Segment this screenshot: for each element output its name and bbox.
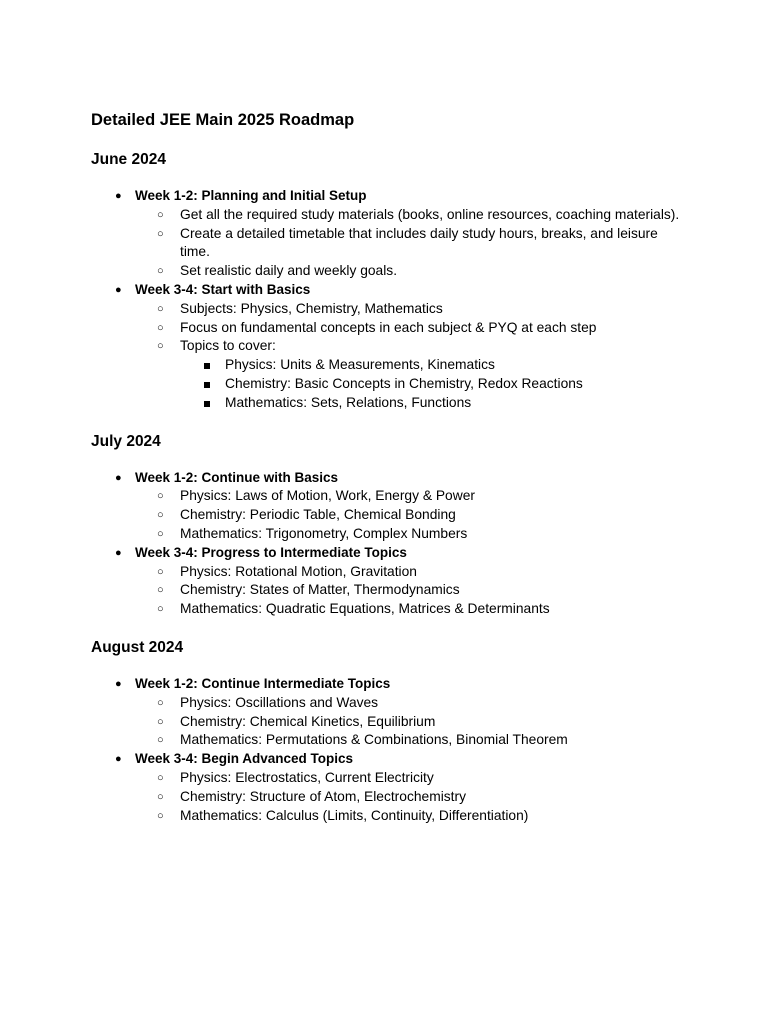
bullet-circle-icon: ○ [157, 302, 164, 315]
week-label: Week 1-2: Planning and Initial Setup [135, 188, 367, 203]
week-item [91, 469, 731, 544]
topic-item [180, 375, 731, 394]
bullet-circle-icon: ○ [157, 734, 164, 747]
task-item [135, 319, 731, 338]
task-item [135, 206, 731, 225]
task-item [135, 694, 731, 713]
task-text: Create a detailed timetable that includes daily study hours, breaks, and leisure time. [180, 225, 658, 260]
task-text: Topics to cover: [180, 338, 276, 354]
bullet-circle-icon: ○ [157, 490, 164, 503]
document-title: Detailed JEE Main 2025 Roadmap [91, 111, 355, 129]
bullet-circle-icon: ○ [157, 715, 164, 728]
task-item [135, 788, 731, 807]
task-text: Get all the required study materials (books, online resources, coaching materials). [180, 206, 680, 222]
bullet-square-icon [204, 382, 210, 388]
bullet-disc-icon: ● [115, 546, 122, 559]
week-label: Week 3-4: Begin Advanced Topics [135, 751, 354, 767]
week-label: Week 1-2: Continue Intermediate Topics [135, 675, 391, 691]
topic-text: Physics: Units & Measurements, Kinematics [225, 357, 495, 373]
task-text: Set realistic daily and weekly goals. [180, 263, 398, 279]
section-august-2024 [91, 637, 731, 825]
task-item [135, 563, 731, 582]
task-list [135, 694, 731, 750]
bullet-square-icon [204, 363, 210, 369]
task-list [135, 206, 731, 281]
week-label: Week 1-2: Continue with Basics [135, 469, 339, 485]
task-item [135, 713, 731, 732]
task-text: Mathematics: Calculus (Limits, Continuity, Differentiation) [180, 807, 529, 823]
task-item [135, 487, 731, 506]
task-list [135, 769, 731, 825]
task-text: Physics: Laws of Motion, Work, Energy & Power [180, 488, 475, 504]
bullet-circle-icon: ○ [157, 321, 164, 334]
spacer [91, 131, 731, 149]
task-item [135, 807, 731, 826]
task-list [135, 487, 731, 543]
bullet-circle-icon: ○ [157, 265, 164, 278]
bullet-circle-icon: ○ [157, 227, 164, 240]
week-list [91, 469, 731, 619]
week-item [91, 750, 731, 825]
bullet-circle-icon: ○ [157, 790, 164, 803]
task-text: Subjects: Physics, Chemistry, Mathematics [180, 300, 443, 316]
section-heading: June 2024 [91, 151, 166, 168]
document-page [91, 109, 731, 825]
week-list [91, 675, 731, 825]
topic-text: Chemistry: Basic Concepts in Chemistry, Redox Reactions [225, 375, 583, 391]
bullet-circle-icon: ○ [157, 584, 164, 597]
bullet-circle-icon: ○ [157, 565, 164, 578]
spacer [91, 171, 731, 187]
task-text: Focus on fundamental concepts in each subject & PYQ at each step [180, 319, 597, 335]
bullet-circle-icon: ○ [157, 527, 164, 540]
bullet-circle-icon: ○ [157, 340, 164, 353]
week-item [91, 675, 731, 750]
task-text: Chemistry: Periodic Table, Chemical Bonding [180, 507, 456, 523]
bullet-disc-icon: ● [115, 471, 122, 484]
bullet-circle-icon: ○ [157, 208, 164, 221]
bullet-circle-icon: ○ [157, 771, 164, 784]
bullet-square-icon [204, 401, 210, 407]
task-list [135, 563, 731, 619]
bullet-circle-icon: ○ [157, 696, 164, 709]
task-item [135, 731, 731, 750]
task-list [135, 300, 731, 413]
spacer [91, 619, 731, 637]
task-item [135, 525, 731, 544]
week-item [91, 281, 731, 413]
bullet-circle-icon: ○ [157, 809, 164, 822]
task-text: Mathematics: Permutations & Combinations, Binomial Theorem [180, 732, 568, 748]
task-item [135, 506, 731, 525]
task-item [135, 600, 731, 619]
bullet-disc-icon: ● [115, 283, 122, 296]
task-item [135, 262, 731, 281]
task-text: Physics: Oscillations and Waves [180, 694, 379, 710]
bullet-disc-icon: ● [115, 753, 122, 766]
week-label: Week 3-4: Start with Basics [135, 281, 311, 297]
section-heading: July 2024 [91, 432, 161, 450]
topic-item [180, 356, 731, 375]
task-text: Chemistry: States of Matter, Thermodynamics [180, 582, 460, 598]
task-item [135, 769, 731, 788]
week-item [91, 187, 731, 281]
bullet-circle-icon: ○ [157, 603, 164, 616]
task-text: Mathematics: Quadratic Equations, Matrices & Determinants [180, 601, 550, 617]
section-june-2024 [91, 149, 731, 413]
task-text: Chemistry: Chemical Kinetics, Equilibrium [180, 713, 436, 729]
task-item [135, 581, 731, 600]
week-item [91, 544, 731, 619]
section-heading: August 2024 [91, 638, 184, 656]
task-text: Chemistry: Structure of Atom, Electrochemistry [180, 788, 466, 804]
topic-item [180, 394, 731, 413]
task-item [135, 300, 731, 319]
spacer [91, 413, 731, 431]
task-text: Physics: Electrostatics, Current Electricity [180, 769, 434, 785]
week-label: Week 3-4: Progress to Intermediate Topics [135, 544, 407, 560]
spacer [91, 659, 731, 675]
bullet-circle-icon: ○ [157, 509, 164, 522]
topic-text: Mathematics: Sets, Relations, Functions [225, 394, 472, 410]
spacer [91, 453, 731, 469]
task-item [135, 225, 731, 263]
task-text: Mathematics: Trigonometry, Complex Numbers [180, 525, 468, 541]
section-july-2024 [91, 431, 731, 619]
topic-list [180, 356, 731, 412]
bullet-disc-icon: ● [115, 190, 122, 202]
bullet-disc-icon: ● [115, 677, 122, 690]
week-list [91, 187, 731, 413]
task-text: Physics: Rotational Motion, Gravitation [180, 563, 417, 579]
task-item [135, 337, 731, 412]
